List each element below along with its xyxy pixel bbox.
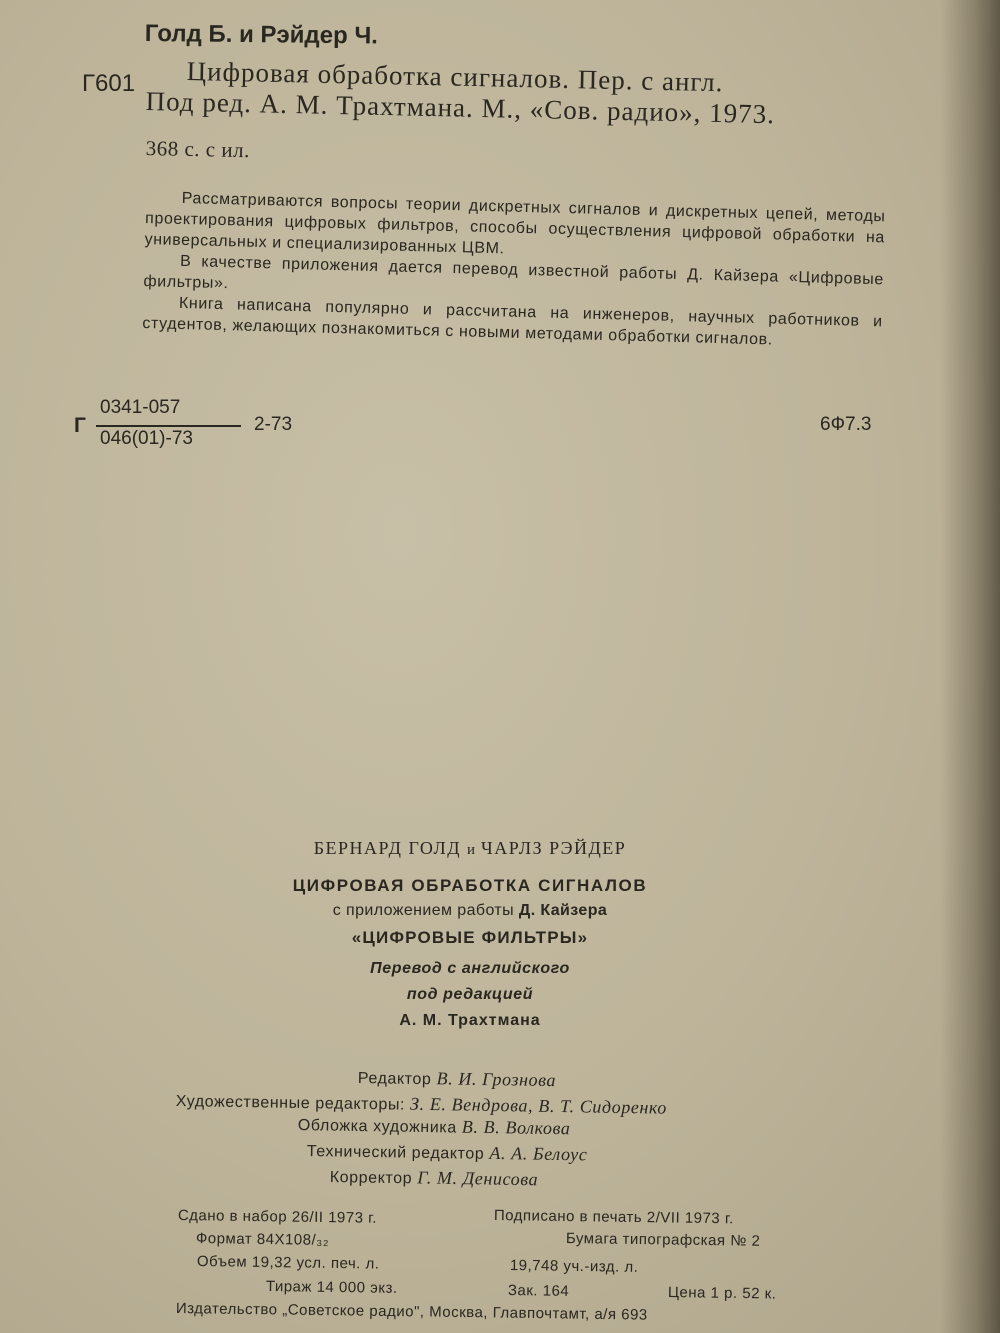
index-numerator: 0341-057: [100, 397, 181, 418]
edited-by: под редакцией: [406, 986, 534, 1003]
authors-line: [0, 838, 940, 859]
class-code: 6Ф7.3: [820, 414, 872, 435]
index-denominator: 046(01)-73: [100, 428, 193, 449]
imprint-volume: Объем 19,32 усл. печ. л.: [196, 1253, 380, 1273]
imprint-pub-sheets: 19,748 уч.-изд. л.: [509, 1257, 639, 1276]
catalog-number: Г601: [82, 70, 136, 97]
imprint-publisher: Издательство „Советское радио", Москва, Главпочтамт, а/я 693: [175, 1300, 648, 1324]
credit-name: В. В. Волкова: [461, 1116, 571, 1139]
imprint-format: Формат 84Х108/₃₂: [195, 1230, 330, 1249]
translation-note: Перевод с английского: [370, 960, 570, 977]
index-letter: Г: [74, 414, 86, 437]
credit-name: З. Е. Вендрова, В. Т. Сидоренко: [409, 1093, 668, 1118]
biblio-title-line: Цифровая обработка сигналов. Пер. с англ.: [186, 56, 724, 98]
book-title: ЦИФРОВАЯ ОБРАБОТКА СИГНАЛОВ: [292, 876, 648, 895]
annotation: [142, 187, 886, 353]
imprint-paper: Бумага типографская № 2: [565, 1230, 761, 1250]
credit-name: В. И. Грознова: [436, 1068, 557, 1091]
credit-line: [330, 1166, 539, 1190]
appendix-author: Д. Кайзера: [518, 902, 608, 919]
book-binding-shadow: [940, 0, 1000, 1333]
credit-line: [358, 1067, 557, 1091]
biblio-publisher-line: Под ред. А. М. Трахтмана. М., «Сов. радио», 1973.: [145, 86, 776, 130]
credit-role: Технический редактор: [306, 1142, 485, 1163]
credit-line: [298, 1114, 571, 1139]
imprint-price: Цена 1 р. 52 к.: [667, 1284, 777, 1303]
annotation-paragraph: Книга написана популярно и рассчитана на инженеров, научных работников и студентов, желающих познакомиться с новыми методами обработки сигналов.: [142, 294, 883, 349]
credit-role: Художественные редакторы:: [175, 1092, 406, 1114]
credit-line: [176, 1090, 667, 1119]
appendix-title: «ЦИФРОВЫЕ ФИЛЬТРЫ»: [351, 928, 589, 947]
author-name: ЧАРЛЗ РЭЙДЕР: [481, 838, 627, 858]
fraction-rule: [96, 425, 241, 427]
catalog-author: Голд Б. и Рэйдер Ч.: [144, 20, 379, 50]
appendix-intro: с приложением работы: [332, 902, 515, 919]
credit-role: Обложка художника: [297, 1116, 457, 1137]
editor-name: А. М. Трахтмана: [399, 1012, 541, 1029]
annotation-paragraph: В качестве приложения дается перевод известной работы Д. Кайзера «Цифровые фильтры».: [143, 252, 885, 293]
credit-role: Корректор: [329, 1168, 413, 1188]
credit-name: Г. М. Денисова: [417, 1167, 539, 1190]
author-conjunction: и: [467, 842, 476, 858]
imprint-run: Тираж 14 000 экз.: [265, 1278, 398, 1297]
credit-name: А. А. Белоус: [489, 1142, 588, 1165]
credit-role: Редактор: [357, 1069, 432, 1089]
annotation-paragraph: Рассматриваются вопросы теории дискретных сигналов и дискретных цепей, методы проектирования цифровых фильтров, способы осуществления цифровой обработки на универсальных и специализированных ЦВМ.: [144, 189, 886, 258]
imprint-signed: Подписано в печать 2/VII 1973 г.: [493, 1207, 734, 1228]
credit-line: [307, 1140, 588, 1165]
imprint-order: Зак. 164: [507, 1282, 570, 1300]
appendix-line: [0, 902, 940, 920]
page-count: 368 с. с ил.: [145, 136, 251, 163]
author-name: БЕРНАРД ГОЛД: [313, 838, 462, 858]
index-suffix: 2-73: [254, 414, 293, 435]
imprint-sent: Сдано в набор 26/II 1973 г.: [177, 1207, 378, 1227]
